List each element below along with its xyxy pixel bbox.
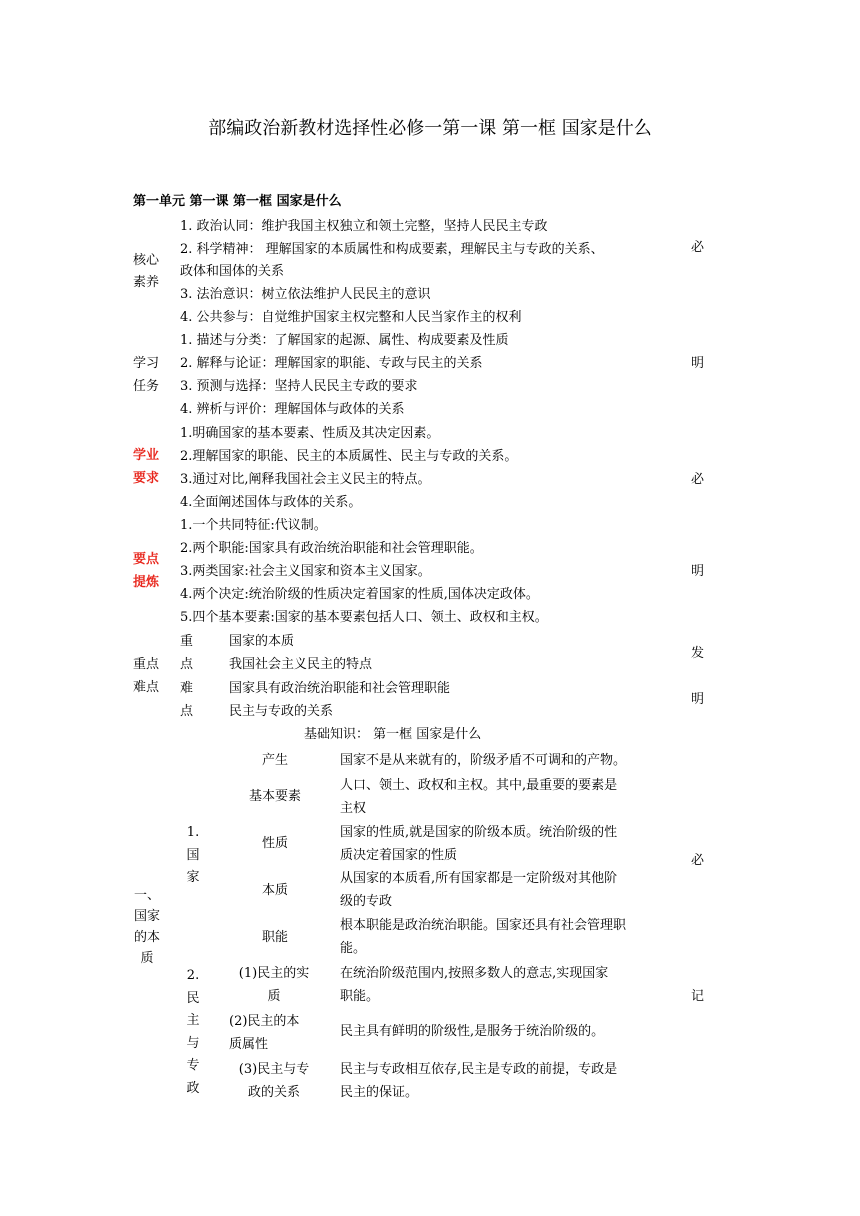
- key-point-item: 2.两个职能:国家具有政治统治职能和社会管理职能。: [180, 541, 483, 556]
- row-content: 质决定着国家的性质: [340, 848, 458, 863]
- margin-char: 明: [691, 356, 705, 371]
- row-content: 人口、领土、政权和主权。其中,最重要的要素是: [340, 778, 618, 793]
- focus-difficulty-label-1: 重点: [133, 657, 160, 672]
- learning-tasks-label-1: 学习: [133, 356, 160, 371]
- difficulty-sub-label: 点: [180, 704, 194, 719]
- learning-task-item: 2. 解释与论证：理解国家的职能、专政与民主的关系: [180, 356, 483, 371]
- margin-char: 必: [691, 853, 705, 868]
- margin-char: 发: [691, 646, 705, 661]
- basics-heading: 基础知识： 第一框 国家是什么: [304, 727, 482, 742]
- learning-task-item: 4. 辨析与评价：理解国体与政体的关系: [180, 402, 405, 417]
- difficulty-item: 国家具有政治统治职能和社会管理职能: [229, 681, 451, 696]
- row-content: 根本职能是政治统治职能。国家还具有社会管理职: [340, 918, 627, 933]
- learning-tasks-label-2: 任务: [133, 379, 160, 394]
- row-content: 国家不是从来就有的，阶级矛盾不可调和的产物。: [340, 753, 627, 768]
- academic-requirement-item: 3.通过对比,阐释我国社会主义民主的特点。: [180, 472, 431, 487]
- row-content: 民主的保证。: [340, 1085, 419, 1100]
- section-label: 一、国家的本质: [133, 888, 160, 966]
- academic-requirement-item: 1.明确国家的基本要素、性质及其决定因素。: [180, 426, 440, 441]
- margin-char: 必: [691, 240, 705, 255]
- row-content: 职能。: [340, 989, 380, 1004]
- margin-char: 明: [691, 564, 705, 579]
- row-label: 性质: [261, 836, 288, 851]
- row-content: 能。: [340, 941, 367, 956]
- core-literacy-item: 政体和国体的关系: [180, 264, 285, 279]
- group-label-country: 1.国家: [186, 825, 200, 885]
- focus-item: 我国社会主义民主的特点: [229, 657, 373, 672]
- row-content: 国家的性质,就是国家的阶级本质。统治阶级的性: [340, 825, 618, 840]
- academic-requirements-label-1: 学业: [133, 448, 160, 463]
- focus-item: 国家的本质: [229, 634, 295, 649]
- academic-requirements-label-2: 要求: [133, 471, 160, 486]
- row-content: 级的专政: [340, 894, 393, 909]
- row-label: (1)民主的实: [238, 966, 310, 981]
- row-label: 职能: [261, 930, 288, 945]
- row-label: (2)民主的本: [229, 1014, 300, 1029]
- margin-char: 必: [691, 472, 705, 487]
- key-point-item: 3.两类国家:社会主义国家和资本主义国家。: [180, 564, 431, 579]
- margin-char: 明: [691, 692, 705, 707]
- academic-requirement-item: 2.理解国家的职能、民主的本质属性、民主与专政的关系。: [180, 449, 518, 464]
- key-points-label-2: 提炼: [133, 575, 160, 590]
- focus-sub-label: 重: [180, 634, 194, 649]
- academic-requirement-item: 4.全面阐述国体与政体的关系。: [180, 495, 362, 510]
- row-label: 产生: [261, 753, 288, 768]
- focus-difficulty-label-2: 难点: [133, 680, 160, 695]
- learning-task-item: 1. 描述与分类：了解国家的起源、属性、构成要素及性质: [180, 333, 509, 348]
- core-literacy-item: 3. 法治意识：树立依法维护人民民主的意识: [180, 287, 431, 302]
- key-point-item: 4.两个决定:统治阶级的性质决定着国家的性质,国体决定政体。: [180, 587, 539, 602]
- core-literacy-item: 2. 科学精神： 理解国家的本质属性和构成要素，理解民主与专政的关系、: [180, 242, 604, 257]
- row-content: 民主与专政相互依存,民主是专政的前提，专政是: [340, 1062, 618, 1077]
- margin-char: 记: [691, 989, 705, 1004]
- row-label: 质: [267, 989, 281, 1004]
- row-label: 质属性: [229, 1037, 269, 1052]
- row-label: 本质: [261, 883, 288, 898]
- row-content: 民主具有鲜明的阶级性,是服务于统治阶级的。: [340, 1024, 605, 1039]
- document-title: 部编政治新教材选择性必修一第一课 第一框 国家是什么: [208, 118, 652, 139]
- key-points-label-1: 要点: [133, 552, 160, 567]
- group-label-democracy: 2.民主与专政: [186, 968, 200, 1096]
- row-content: 主权: [340, 801, 367, 816]
- difficulty-item: 民主与专政的关系: [229, 704, 334, 719]
- focus-sub-label: 点: [180, 657, 194, 672]
- key-point-item: 1.一个共同特征:代议制。: [180, 518, 327, 533]
- row-label: 政的关系: [247, 1085, 300, 1100]
- row-content: 从国家的本质看,所有国家都是一定阶级对其他阶: [340, 871, 618, 886]
- difficulty-sub-label: 难: [180, 681, 194, 696]
- unit-heading: 第一单元 第一课 第一框 国家是什么: [133, 194, 342, 209]
- core-literacy-item: 4. 公共参与：自觉维护国家主权完整和人民当家作主的权利: [180, 310, 522, 325]
- key-point-item: 5.四个基本要素:国家的基本要素包括人口、领土、政权和主权。: [180, 610, 548, 625]
- row-content: 在统治阶级范围内,按照多数人的意志,实现国家: [340, 966, 609, 981]
- core-literacy-label-1: 核心: [133, 253, 160, 268]
- learning-task-item: 3. 预测与选择：坚持人民民主专政的要求: [180, 379, 418, 394]
- core-literacy-label-2: 素养: [133, 275, 160, 290]
- row-label: 基本要素: [248, 789, 301, 804]
- core-literacy-item: 1. 政治认同：维护我国主权独立和领土完整，坚持人民民主专政: [180, 219, 548, 234]
- row-label: (3)民主与专: [238, 1062, 310, 1077]
